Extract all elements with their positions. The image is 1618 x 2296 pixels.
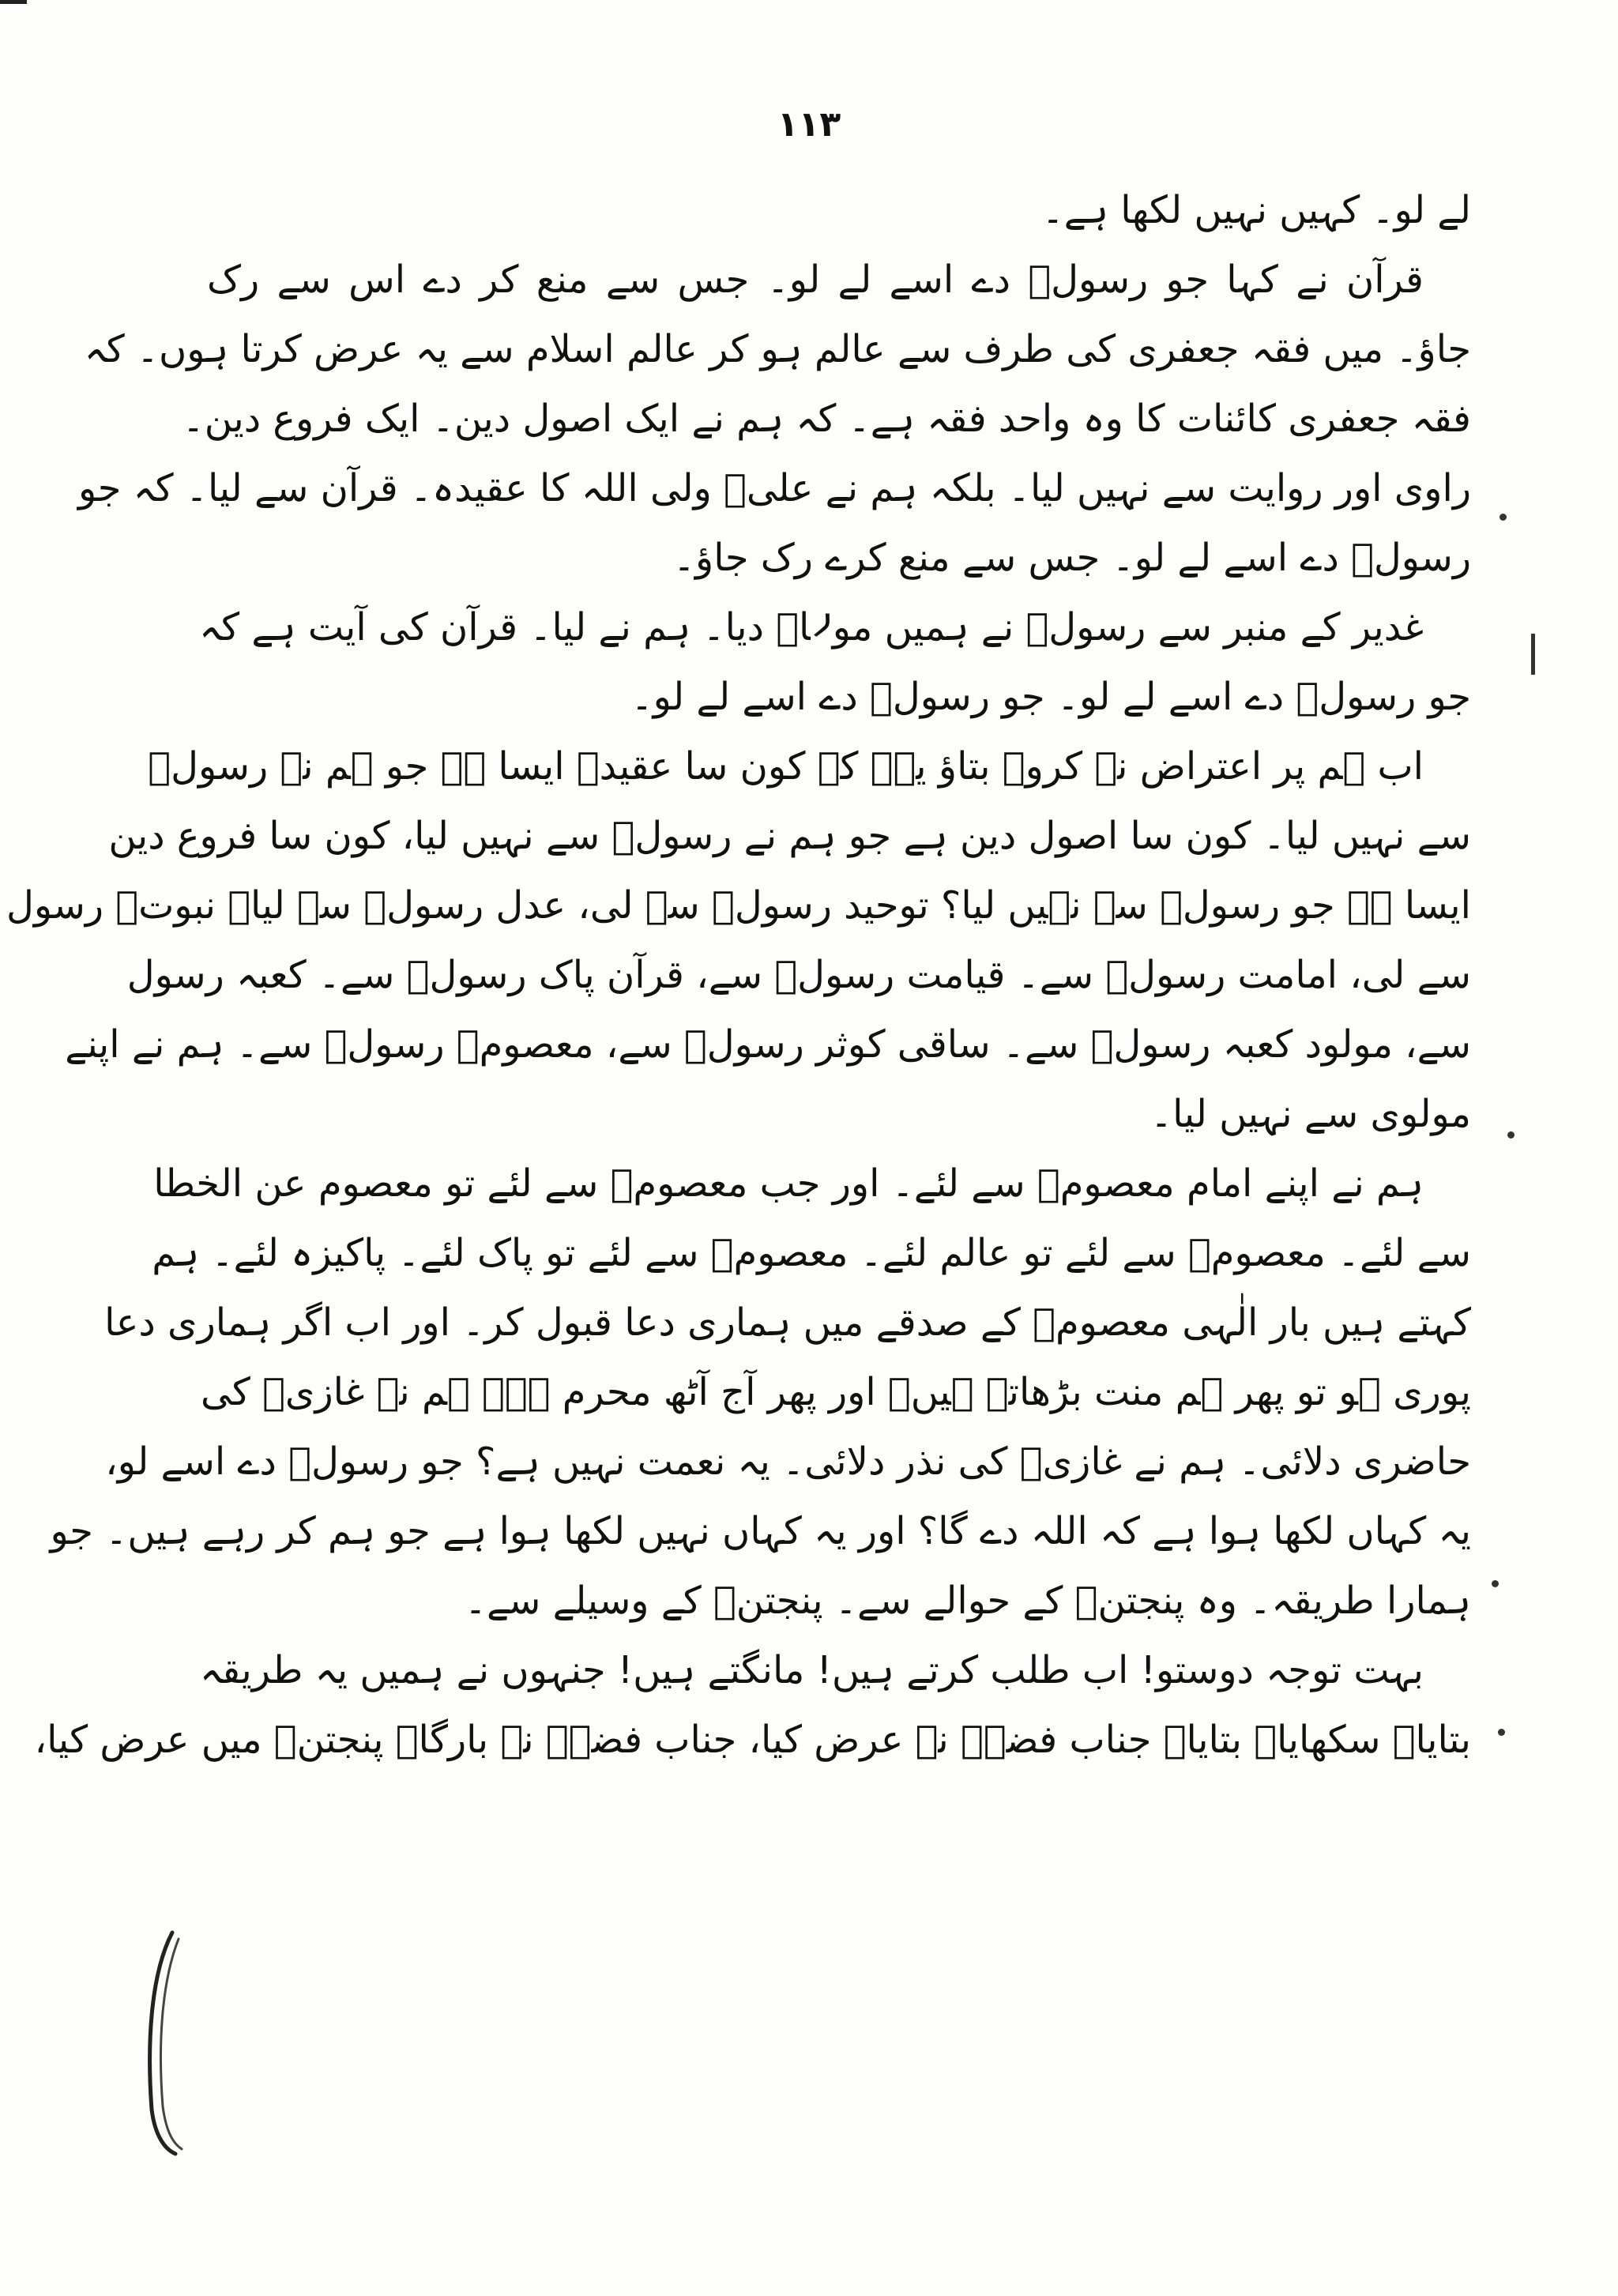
text-line: حاضری دلائی۔ ہم نے غازیؑ کی نذر دلائی۔ یہ نعمت نہیں ہے؟ جو رسولؐ دے اسے لو،	[105, 1440, 1471, 1484]
text-line: ہم نے اپنے امام معصومؑ سے لئے۔ اور جب معصومؑ سے لئے تو معصوم عن الخطا	[153, 1161, 1424, 1206]
text-line: سے لئے۔ معصومؑ سے لئے تو عالم لئے۔ معصومؑ سے لئے تو پاک لئے۔ پاکیزہ لئے۔ ہم	[152, 1231, 1471, 1275]
text-line: ایسا ہے جو رسولؐ سے نہیں لیا؟ توحید رسولؐ سے لی، عدل رسولؐ سے لیا۔ نبوتؐ رسول	[6, 883, 1471, 928]
text-line: راوی اور روایت سے نہیں لیا۔ بلکہ ہم نے علیؑ ولی اللہ کا عقیدہ۔ قرآن سے لیا۔ کہ جو	[77, 466, 1471, 510]
text-line: غدیر کے منبر سے رسولؐ نے ہمیں مولاؑ دیا۔ ہم نے لیا۔ قرآن کی آیت ہے کہ	[199, 605, 1424, 649]
margin-dot	[1498, 1729, 1505, 1736]
scan-corner-mark	[0, 0, 27, 4]
text-line: جو رسولؐ دے اسے لے لو۔ جو رسولؐ دے اسے لے لو۔	[630, 675, 1471, 719]
text-line: قرآن نے کہا جو رسولؐ دے اسے لے لو۔ جس سے منع کر دے اس سے رک	[207, 258, 1424, 302]
margin-bracket-scribble	[141, 1928, 188, 2157]
body-text	[6, 175, 1471, 1775]
text-line: سے نہیں لیا۔ کون سا اصول دین ہے جو ہم نے رسولؐ سے نہیں لیا، کون سا فروع دین	[108, 814, 1471, 858]
margin-dot	[1507, 1131, 1515, 1139]
text-line: رسولؐ دے اسے لے لو۔ جس سے منع کرے رک جاؤ۔	[672, 536, 1471, 580]
page-number: ۱۱۳	[777, 104, 841, 145]
text-line: سے لی، امامت رسولؐ سے۔ قیامت رسولؐ سے، قرآن پاک رسولؐ سے۔ کعبہ رسول	[126, 953, 1471, 997]
margin-dot	[1492, 1580, 1499, 1587]
text-line: ہمارا طریقہ۔ وہ پنجتنؑ کے حوالے سے۔ پنجتنؑ کے وسیلے سے۔	[464, 1579, 1471, 1623]
text-line: بہت توجہ دوستو! اب طلب کرتے ہیں! مانگتے ہیں! جنہوں نے ہمیں یہ طریقہ	[199, 1648, 1424, 1692]
margin-tick	[1531, 634, 1535, 675]
text-line: لے لو۔ کہیں نہیں لکھا ہے۔	[1041, 188, 1471, 232]
text-line: مولوی سے نہیں لیا۔	[1150, 1092, 1471, 1136]
text-line: پوری ہو تو پھر ہم منت بڑھاتے ہیں۔ اور پھر آج آٹھ محرم ہے۔ ہم نے غازیؑ کی	[200, 1370, 1471, 1414]
text-line: سے، مولود کعبہ رسولؐ سے۔ ساقی کوثر رسولؐ سے، معصومؑ رسولؐ سے۔ ہم نے اپنے	[65, 1022, 1471, 1067]
text-line: بتایا۔ سکھایا۔ بتایا۔ جناب فضہؑ نے عرض کیا، جناب فضہؑ نے بارگاہ پنجتنؑ میں عرض کیا،	[34, 1718, 1471, 1762]
text-line: فقہ جعفری کائنات کا وہ واحد فقہ ہے۔ کہ ہم نے ایک اصول دین۔ ایک فروع دین۔	[182, 397, 1471, 441]
text-line: اب ہم پر اعتراض نہ کرو۔ بتاؤ یہ۔ کہ کون سا عقیدہ ایسا ہے جو ہم نے رسولؐ	[148, 744, 1424, 789]
text-line: کہتے ہیں بار الٰہی معصومؑ کے صدقے میں ہماری دعا قبول کر۔ اور اب اگر ہماری دعا	[104, 1300, 1471, 1345]
text-line: یہ کہاں لکھا ہوا ہے کہ اللہ دے گا؟ اور یہ کہاں نہیں لکھا ہوا ہے جو ہم کر رہے ہیں۔ جو	[50, 1509, 1471, 1553]
text-line: جاؤ۔ میں فقہ جعفری کی طرف سے عالم ہو کر عالم اسلام سے یہ عرض کرتا ہوں۔ کہ	[84, 327, 1471, 371]
margin-dot	[1499, 514, 1507, 521]
